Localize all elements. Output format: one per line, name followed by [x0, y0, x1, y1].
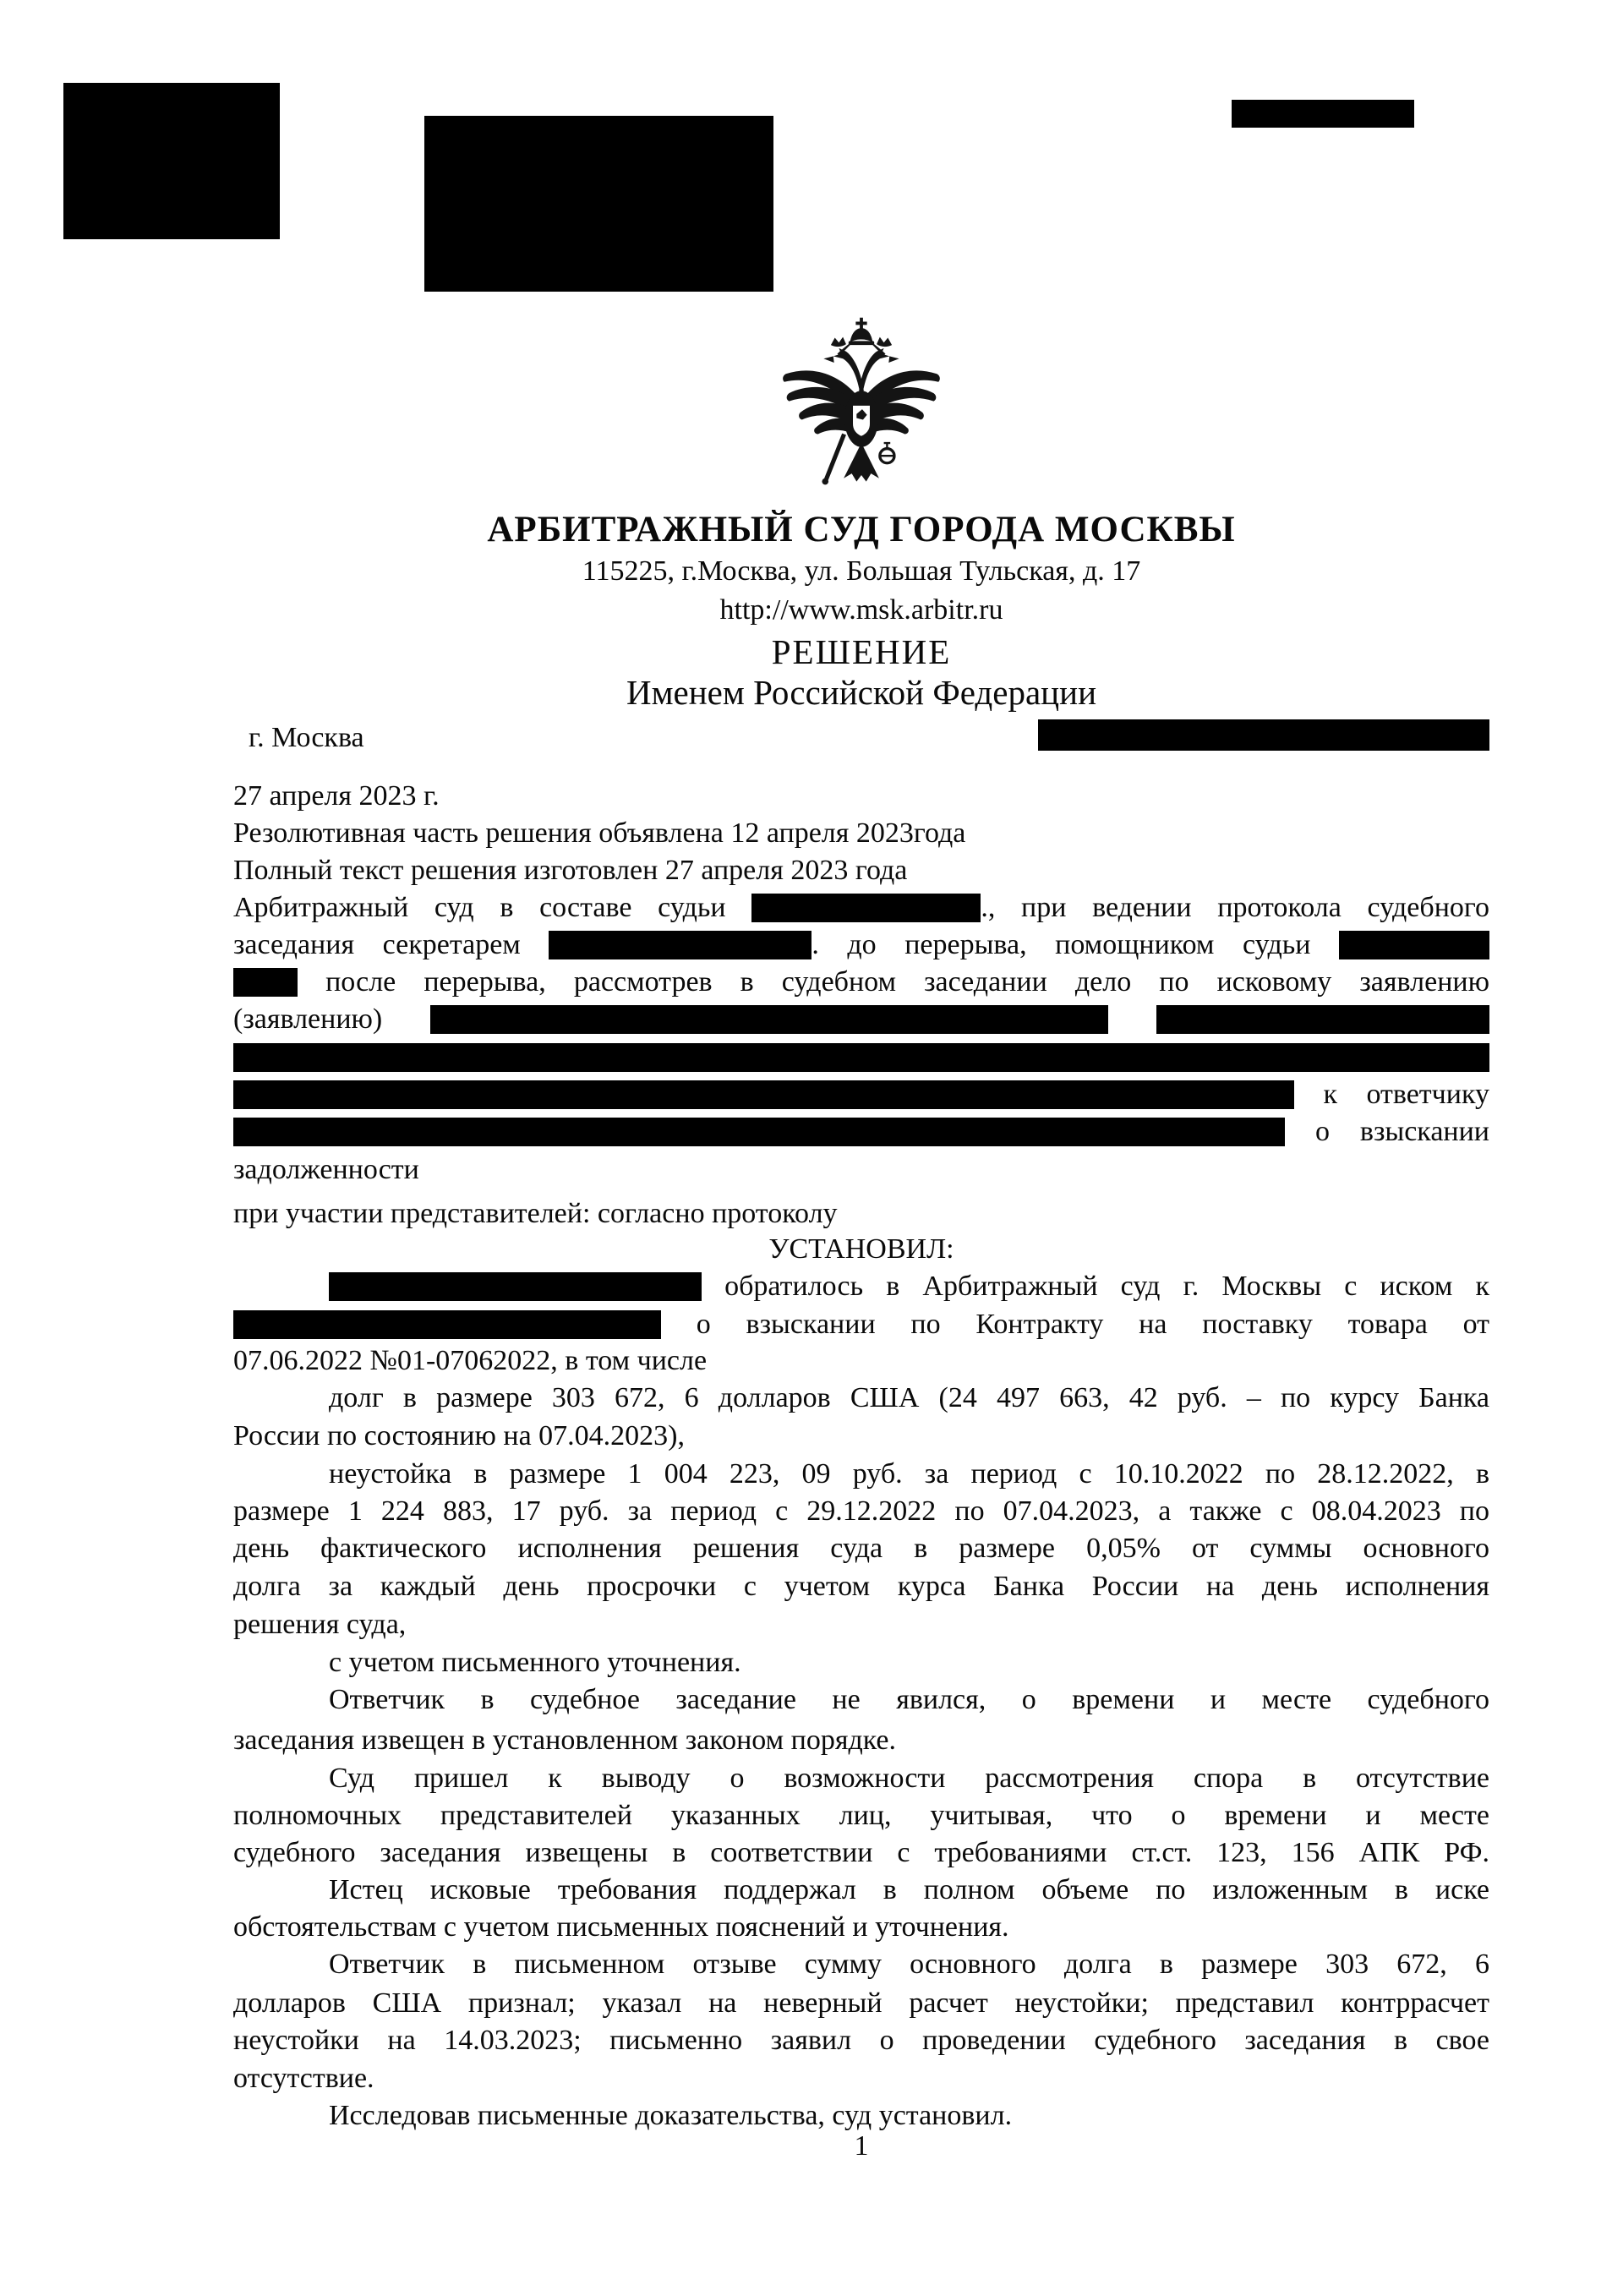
text-line: задолженности [233, 1154, 419, 1185]
text-line: (заявлению) [233, 1001, 1489, 1038]
redaction-box [233, 1043, 1489, 1072]
text-line: Резолютивная часть решения объявлена 12 апреля 2023года [233, 817, 966, 849]
text-line: неустойка в размере 1 004 223, 09 руб. за период с 10.10.2022 по 28.12.2022, в [329, 1458, 1489, 1490]
text-line: к ответчику [233, 1076, 1489, 1113]
redaction-box [329, 1272, 702, 1301]
text-line: 07.06.2022 №01-07062022, в том числе [233, 1345, 708, 1376]
text-line: 27 апреля 2023 г. [233, 780, 440, 812]
text-line: Исследовав письменные доказательства, суд установил. [329, 2100, 1013, 2131]
redaction-box [1339, 931, 1489, 959]
document-type-heading: РЕШЕНИЕ [771, 632, 952, 671]
text-line: судебного заседания извещены в соответствии с требованиями ст.ст. 123, 156 АПК РФ. [233, 1837, 1489, 1868]
text-line: после перерыва, рассмотрев в судебном заседании дело по исковому заявлению [233, 964, 1489, 1001]
text-line: Ответчик в письменном отзыве сумму основного долга в размере 303 672, 6 [329, 1949, 1489, 1980]
text-line: размере 1 224 883, 17 руб. за период с 29.12.2022 по 07.04.2023, а также с 08.04.2023 по [233, 1495, 1489, 1527]
text-line: обстоятельствам с учетом письменных пояснений и уточнения. [233, 1911, 1009, 1943]
redaction-box [549, 931, 812, 959]
text-line [233, 1039, 1489, 1076]
text-line: обратилось в Арбитражный суд г. Москвы с иском к [233, 1268, 1489, 1305]
russian-coat-of-arms-icon [765, 314, 958, 507]
document-subtitle: Именем Российской Федерации [626, 673, 1097, 712]
redaction-box [430, 1005, 1108, 1034]
text-line: долга за каждый день просрочки с учетом курса Банка России на день исполнения [233, 1571, 1489, 1602]
city-line: г. Москва [249, 722, 364, 753]
redaction-box [751, 894, 981, 922]
text-line: заседания извещен в установленном законом порядке. [233, 1725, 897, 1756]
case-number-redaction [1232, 100, 1414, 128]
date-line-redaction [1038, 719, 1489, 751]
stamp-redaction-2 [424, 116, 773, 292]
text-line: заседания секретарем . до перерыва, помощником судьи [233, 927, 1489, 964]
redaction-box [233, 1310, 661, 1339]
text-line: неустойки на 14.03.2023; письменно заявил о проведении судебного заседания в свое [233, 2025, 1489, 2056]
text-line: при участии представителей: согласно протоколу [233, 1198, 838, 1229]
redaction-box [233, 968, 298, 997]
text-line: с учетом письменного уточнения. [329, 1647, 741, 1678]
text-line: отсутствие. [233, 2063, 374, 2094]
text-line: о взыскании по Контракту на поставку товара от [233, 1306, 1489, 1343]
stamp-redaction-1 [63, 83, 280, 239]
text-line: о взыскании [233, 1113, 1489, 1151]
text-line: день фактического исполнения решения суда в размере 0,05% от суммы основного [233, 1533, 1489, 1564]
text-line: Суд пришел к выводу о возможности рассмотрения спора в отсутствие [329, 1763, 1489, 1794]
redaction-box [233, 1080, 1294, 1109]
redaction-box [1156, 1005, 1489, 1034]
page-number: 1 [854, 2130, 869, 2162]
redaction-box [233, 1118, 1285, 1146]
text-line: долг в размере 303 672, 6 долларов США (24 497 663, 42 руб. – по курсу Банка [329, 1382, 1489, 1413]
court-name: АРБИТРАЖНЫЙ СУД ГОРОДА МОСКВЫ [487, 510, 1236, 549]
text-line: Арбитражный суд в составе судьи ., при ведении протокола судебного [233, 892, 1489, 923]
text-line: УСТАНОВИЛ: [768, 1233, 954, 1265]
text-line: полномочных представителей указанных лиц, учитывая, что о времени и месте [233, 1800, 1489, 1831]
text-line: Истец исковые требования поддержал в полном объеме по изложенным в иске [329, 1874, 1489, 1905]
court-website: http://www.msk.arbitr.ru [719, 594, 1003, 626]
court-address: 115225, г.Москва, ул. Большая Тульская, д. 17 [582, 555, 1141, 587]
text-line: Полный текст решения изготовлен 27 апреля 2023 года [233, 855, 908, 886]
text-line: решения суда, [233, 1609, 407, 1640]
text-line: России по состоянию на 07.04.2023), [233, 1420, 686, 1451]
text-line: долларов США признал; указал на неверный расчет неустойки; представил контррасчет [233, 1987, 1489, 2019]
text-line: Ответчик в судебное заседание не явился, о времени и месте судебного [329, 1684, 1489, 1715]
